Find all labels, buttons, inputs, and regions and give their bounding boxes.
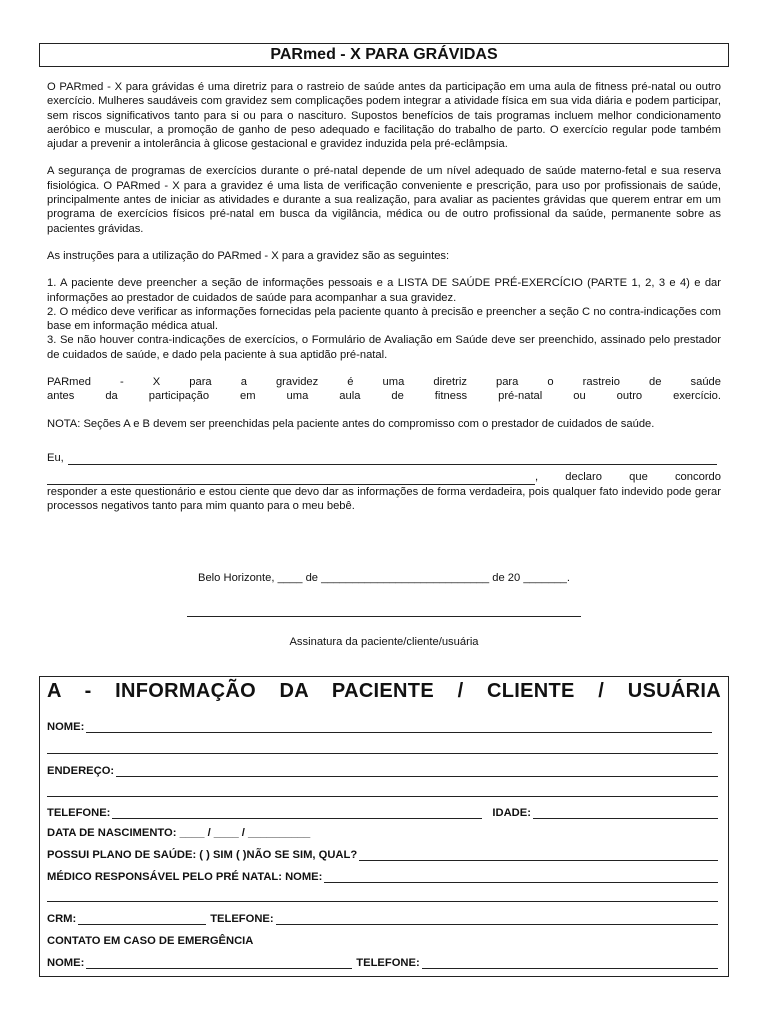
telefone-row [47, 807, 718, 819]
signature-label: Assinatura da paciente/cliente/usuária [289, 636, 479, 648]
instruction-item: 3. Se não houver contra-indicações de exercícios, o Formulário de Avaliação em Saúde deve ser preenchido, assinado pelo prestador de cuidados de saúde, e dado pela paciente à sua aptidão pré-natal. [47, 334, 721, 361]
plano-saude-field[interactable] [359, 850, 718, 861]
name-blank[interactable] [68, 454, 717, 465]
intro-text [47, 80, 721, 526]
endereco-label: ENDEREÇO: [47, 765, 115, 777]
nome-label: NOME: [47, 721, 85, 733]
eu-label: Eu, [47, 451, 64, 464]
data-nascimento-field[interactable]: DATA DE NASCIMENTO: ____ / ____ / __________ [47, 827, 311, 839]
plano-saude-row [47, 849, 718, 861]
nome-field-continued[interactable] [47, 743, 718, 754]
declaration-text: responder a este questionário e estou ciente que devo dar as informações de forma verdadeira, pois qualquer fato indevido pode gerar processos negativos tanto para mim quanto para o meu bebê. [47, 485, 721, 512]
intro-paragraph-1: O PARmed - X para grávidas é uma diretriz para o rastreio de saúde antes da participação em uma aula de fitness pré-natal ou outro exercício. Mulheres saudáveis com gravidez sem complicações podem integrar a atividade física em sua vida diária e podem participar, sem riscos significativos tanto para si ou para o nascituro. Supostos benefícios de tais programas incluem melhor condicionamento aeróbico e muscular, a promoção de ganho de peso adequado e facilitação do trabalho de parto. O exercício regular pode também ajudar a prevenir a intolerância à glicose gestacional e gravidez induzida pela pré-eclâmpsia. [47, 81, 721, 151]
place-date: Belo Horizonte, ____ de ___________________________ de 20 _______. [197, 572, 570, 584]
endereco-row-continued [47, 786, 718, 797]
declaration-line-1 [47, 451, 721, 465]
name-blank-continued[interactable] [47, 474, 535, 485]
crm-telefone-field[interactable] [276, 914, 718, 925]
data-nascimento-row [47, 827, 718, 839]
crm-field[interactable] [78, 914, 206, 925]
nome-row-continued [47, 743, 718, 754]
medico-label: MÉDICO RESPONSÁVEL PELO PRÉ NATAL: NOME: [47, 871, 323, 883]
instruction-item: 1. A paciente deve preencher a seção de informações pessoais e a LISTA DE SAÚDE PRÉ-EXERCÍCIO (PARTE 1, 2, 3 e 4) e dar informações ao prestador de cuidados de saúde para acompanhar a sua gravidez. [47, 277, 721, 304]
page-title: PARmed - X PARA GRÁVIDAS [39, 43, 729, 67]
nota-paragraph: NOTA: Seções A e B devem ser preenchidas pela paciente antes do compromisso com o prestador de cuidados de saúde. [47, 417, 655, 430]
medico-row-continued [47, 891, 718, 902]
contato-nome-label: NOME: [47, 957, 85, 969]
endereco-row [47, 765, 718, 777]
signature-line[interactable] [187, 616, 581, 617]
intro-paragraph-2: A segurança de programas de exercícios durante o pré-natal depende de um nível adequado de saúde materno-fetal e sua reserva fisiológica. O PARmed - X para a gravidez é uma lista de verificação conveniente e prescrição, para uso por profissionais de saúde, principalmente antes de iniciar as atividades e durante a sua realização, para avaliar as pacientes grávidas que querem entrar em um programa de exercícios físicos pré-natal em busca da vigilância, médica ou de outro profissional da saúde, permanente sobre as pacientes grávidas. [47, 165, 721, 235]
medico-field-continued[interactable] [47, 891, 718, 902]
instructions-heading: As instruções para a utilização do PARmed - X para a gravidez são as seguintes: [47, 249, 450, 262]
crm-label: CRM: [47, 913, 77, 925]
contato-telefone-field[interactable] [422, 958, 718, 969]
crm-row [47, 913, 718, 925]
telefone-label: TELEFONE: [47, 807, 111, 819]
medico-field[interactable] [324, 872, 718, 883]
endereco-field[interactable] [116, 766, 718, 777]
repeated-line-1: PARmed - X para a gravidez é uma diretriz para o rastreio de saúde [47, 376, 721, 389]
section-a-patient-info [39, 676, 729, 977]
idade-label: IDADE: [492, 807, 531, 819]
declaration-line-2 [47, 470, 721, 484]
repeated-line-2: antes da participação em uma aula de fitness pré-natal ou outro exercício. [47, 390, 721, 403]
contato-telefone-label: TELEFONE: [356, 957, 420, 969]
instruction-item: 2. O médico deve verificar as informações fornecidas pela paciente quanto à precisão e preencher a seção C no contra-indicações com base em informação médica atual. [47, 305, 721, 333]
nome-field[interactable] [86, 722, 712, 733]
instructions-list [47, 276, 721, 362]
declaro-text: , declaro que concordo [535, 471, 721, 484]
contato-nome-field[interactable] [86, 958, 352, 969]
nome-row [47, 721, 718, 733]
contato-nome-row [47, 957, 718, 969]
section-a-title: A - INFORMAÇÃO DA PACIENTE / CLIENTE / USUÁRIA [47, 680, 721, 702]
medico-row [47, 871, 718, 883]
endereco-field-continued[interactable] [47, 786, 718, 797]
contato-row [47, 935, 718, 947]
contato-heading: CONTATO EM CASO DE EMERGÊNCIA [47, 935, 254, 947]
idade-field[interactable] [533, 808, 718, 819]
plano-saude-label[interactable]: POSSUI PLANO DE SAÚDE: ( ) SIM ( )NÃO SE SIM, QUAL? [47, 849, 358, 861]
telefone-field[interactable] [112, 808, 482, 819]
crm-telefone-label: TELEFONE: [210, 913, 274, 925]
repeated-paragraph [47, 375, 721, 404]
